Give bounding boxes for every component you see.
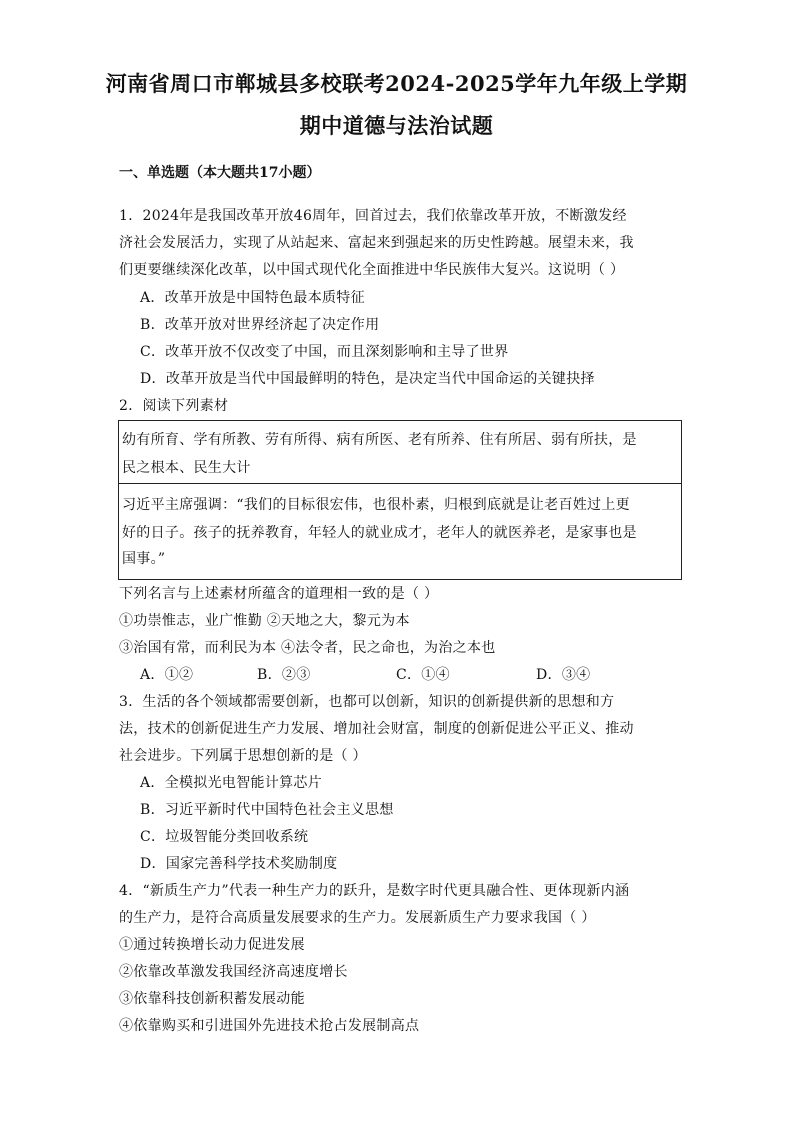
q4-item-2: ②依靠改革激发我国经济高速度增长 [119, 964, 348, 980]
q2-option-b: B．②③ [257, 667, 311, 683]
q4-item-1: ①通过转换增长动力促进发展 [119, 937, 305, 953]
q2-material-1-line-1: 幼有所育、学有所教、劳有所得、病有所医、老有所养、住有所居、弱有所扶，是 [122, 432, 637, 448]
q2-item-line-1: ①功崇惟志，业广惟勤 ②天地之大，黎元为本 [119, 613, 410, 629]
q3-stem-line-2: 法，技术的创新促进生产力发展、增加社会财富，制度的创新促进公平正义、推动 [119, 721, 634, 737]
q1-stem-line-1: 1．2024年是我国改革开放46周年，回首过去，我们依靠改革开放，不断激发经 [119, 208, 627, 224]
q2-option-a: A．①② [140, 667, 194, 683]
q3-stem-line-1: 3．生活的各个领域都需要创新，也都可以创新，知识的创新提供新的思想和方 [119, 694, 615, 710]
q4-stem-line-1: 4．“新质生产力”代表一种生产力的跃升，是数字时代更具融合性、更体现新内涵 [119, 883, 630, 899]
q2-item-line-2: ③治国有常，而利民为本 ④法令者，民之命也，为治之本也 [119, 640, 496, 656]
page-title-line-2: 期中道德与法治试题 [299, 113, 494, 138]
q2-material-2-line-1: 习近平主席强调：“我们的目标很宏伟，也很朴素，归根到底就是让老百姓过上更 [122, 497, 630, 513]
q4-stem-line-2: 的生产力，是符合高质量发展要求的生产力。发展新质生产力要求我国（ ） [119, 910, 596, 926]
q1-option-a: A．改革开放是中国特色最本质特征 [140, 290, 365, 306]
q1-option-b: B．改革开放对世界经济起了决定作用 [140, 317, 380, 333]
q2-material-2-line-2: 好的日子。孩子的抚养教育，年轻人的就业成才，老年人的就医养老，是家事也是 [122, 525, 637, 541]
q3-stem-line-3: 社会进步。下列属于思想创新的是（ ） [119, 748, 367, 764]
q2-option-c: C．①④ [396, 667, 450, 683]
q2-material-2-line-3: 国事。” [122, 551, 166, 567]
q2-stem: 2．阅读下列素材 [119, 398, 229, 414]
page-title-line-1: 河南省周口市郸城县多校联考2024-2025学年九年级上学期 [105, 71, 688, 96]
q3-option-b: B．习近平新时代中国特色社会主义思想 [140, 802, 394, 818]
q3-option-a: A．全模拟光电智能计算芯片 [140, 775, 323, 791]
q1-option-c: C．改革开放不仅改变了中国，而且深刻影响和主导了世界 [140, 344, 509, 360]
section-heading: 一、单选题（本大题共17小题） [119, 165, 321, 181]
q2-option-d: D．③④ [536, 667, 591, 683]
q1-option-d: D．改革开放是当代中国最鲜明的特色，是决定当代中国命运的关键抉择 [140, 371, 595, 387]
q1-stem-line-3: 们更要继续深化改革，以中国式现代化全面推进中华民族伟大复兴。这说明（ ） [119, 262, 625, 278]
q2-material-1-line-2: 民之根本、民生大计 [122, 460, 251, 476]
q3-option-d: D．国家完善科学技术奖励制度 [140, 856, 338, 872]
q3-option-c: C．垃圾智能分类回收系统 [140, 829, 309, 845]
q2-question: 下列名言与上述素材所蕴含的道理相一致的是（ ） [119, 586, 439, 602]
q4-item-4: ④依靠购买和引进国外先进技术抢占发展制高点 [119, 1018, 420, 1034]
q1-stem-line-2: 济社会发展活力，实现了从站起来、富起来到强起来的历史性跨越。展望未来，我 [119, 235, 634, 251]
q4-item-3: ③依靠科技创新积蓄发展动能 [119, 991, 305, 1007]
